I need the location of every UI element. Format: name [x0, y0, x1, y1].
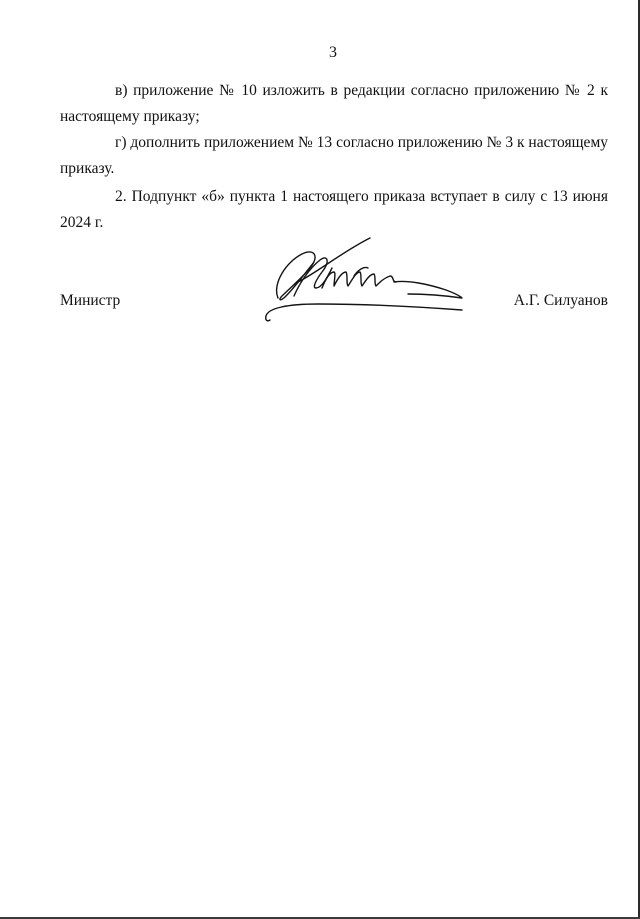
handwritten-signature — [258, 232, 470, 324]
signer-position: Министр — [60, 292, 121, 309]
page-number: 3 — [329, 44, 337, 61]
paragraph-effective-date: 2. Подпункт «б» пункта 1 настоящего приказа вступает в силу с 13 июня 2024 г. — [60, 188, 608, 231]
signer-name: А.Г. Силуанов — [513, 292, 608, 309]
paragraph-item-v: в) приложение № 10 изложить в редакции согласно приложению № 2 к настоящему приказу; — [60, 82, 608, 125]
paragraph-item-g: г) дополнить приложением № 13 согласно приложению № 3 к настоящему приказу. — [60, 134, 608, 177]
